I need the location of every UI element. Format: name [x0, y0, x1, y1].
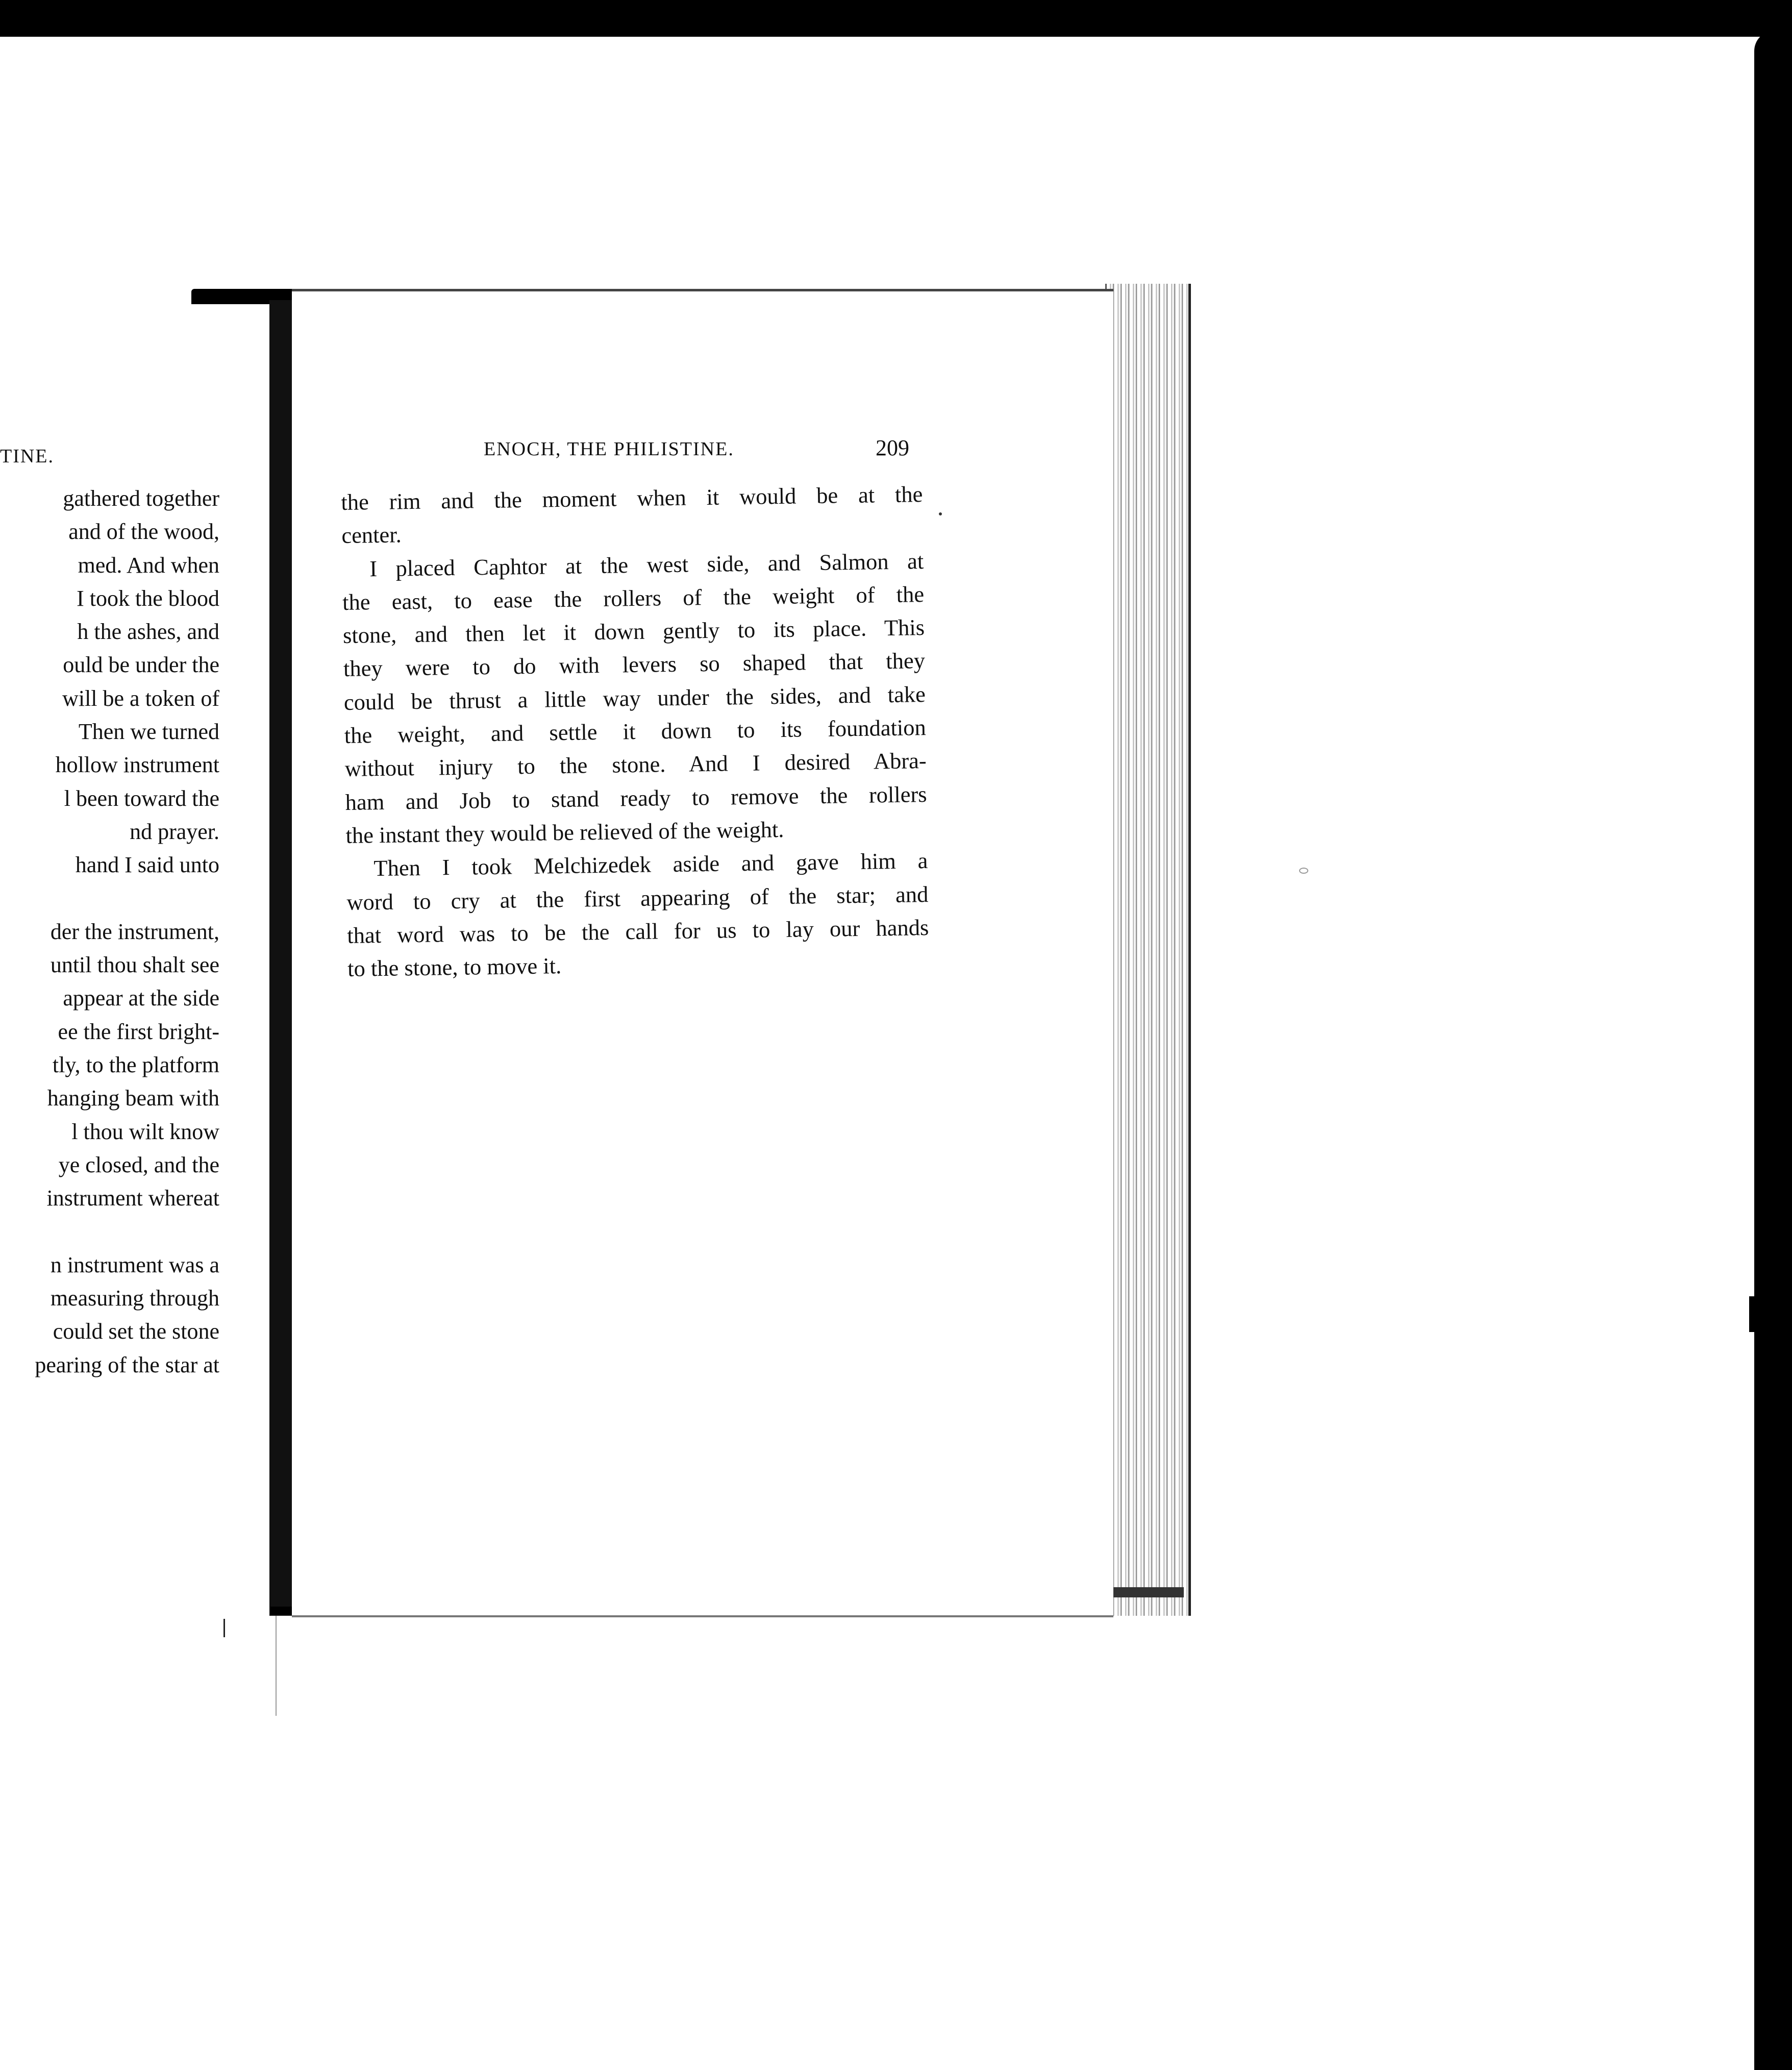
text-line: that word was to be the call for us to lay our hands: [346, 914, 929, 948]
left-text-line: l been toward the: [64, 785, 219, 811]
scan-speck: [1299, 868, 1308, 874]
left-page-text: [0, 482, 219, 1382]
left-text-line: hollow instrument: [55, 752, 219, 778]
text-line: center.: [341, 522, 402, 549]
text-line: word to cry at the first appearing of the star; and: [346, 881, 929, 915]
left-text-line: hanging beam with: [47, 1086, 219, 1111]
left-text-line: pearing of the star at: [35, 1352, 219, 1377]
left-text-line: Then we turned: [78, 719, 219, 745]
right-page-text: [341, 478, 930, 985]
scan-mark: [223, 1619, 225, 1637]
left-text-line: nd prayer.: [130, 819, 219, 844]
text-line: the rim and the moment when it would be at the: [341, 481, 923, 515]
text-line: without injury to the stone. And I desired Abra-: [344, 748, 927, 782]
scan-frame-right: [1754, 31, 1792, 2070]
text-line: the east, to ease the rollers of the weight of the: [342, 581, 925, 615]
text-line: they were to do with levers so shaped that they: [343, 648, 926, 682]
text-line: to the stone, to move it.: [347, 953, 562, 982]
left-page: [0, 302, 276, 1716]
left-text-line: ould be under the: [63, 652, 219, 678]
text-line: the instant they would be relieved of the weight.: [345, 816, 784, 848]
left-text-line: could set the stone: [53, 1319, 219, 1344]
left-text-line: and of the wood,: [68, 519, 219, 545]
text-line: ham and Job to stand ready to remove the rollers: [345, 781, 927, 815]
left-text-line: instrument whereat: [46, 1186, 219, 1211]
text-line: stone, and then let it down gently to its place. This: [342, 614, 925, 649]
left-text-line: der the instrument,: [50, 919, 219, 944]
left-text-line: until thou shalt see: [50, 952, 219, 978]
scan-dot: [939, 512, 942, 515]
left-text-line: h the ashes, and: [77, 619, 219, 645]
left-text-line: l thou wilt know: [71, 1119, 219, 1144]
text-line: I placed Caphtor at the west side, and Salmon at: [369, 548, 924, 581]
text-line: the weight, and settle it down to its foundation: [344, 714, 927, 749]
running-title: ENOCH, THE PHILISTINE.: [484, 438, 734, 460]
left-text-line: will be a token of: [62, 685, 219, 711]
left-text-line: [0, 882, 219, 915]
scan-frame-notch: [1749, 1296, 1759, 1332]
left-text-line: I took the blood: [77, 585, 219, 611]
left-text-line: n instrument was a: [50, 1252, 219, 1277]
left-text-line: measuring through: [50, 1286, 219, 1311]
page-number: 209: [876, 435, 909, 460]
text-line: Then I took Melchizedek aside and gave him a: [374, 848, 928, 881]
left-text-line: gathered together: [63, 486, 219, 511]
text-line: could be thrust a little way under the sides, and take: [343, 681, 926, 715]
page-fore-edge-tail: [1112, 1587, 1184, 1597]
left-text-line: hand I said unto: [75, 852, 219, 878]
left-text-line: med. And when: [78, 552, 219, 578]
left-text-line: tly, to the platform: [52, 1052, 219, 1078]
left-running-head: TINE.: [0, 446, 55, 467]
left-text-line: ee the first bright-: [58, 1019, 219, 1044]
left-text-line: appear at the side: [63, 985, 219, 1011]
page-fore-edge: [1105, 284, 1191, 1616]
left-text-line: [0, 1215, 219, 1248]
left-text-line: ye closed, and the: [58, 1152, 219, 1177]
scan-frame-top: [0, 0, 1792, 37]
book-gutter: [269, 300, 292, 1616]
right-page-header: [484, 435, 912, 469]
